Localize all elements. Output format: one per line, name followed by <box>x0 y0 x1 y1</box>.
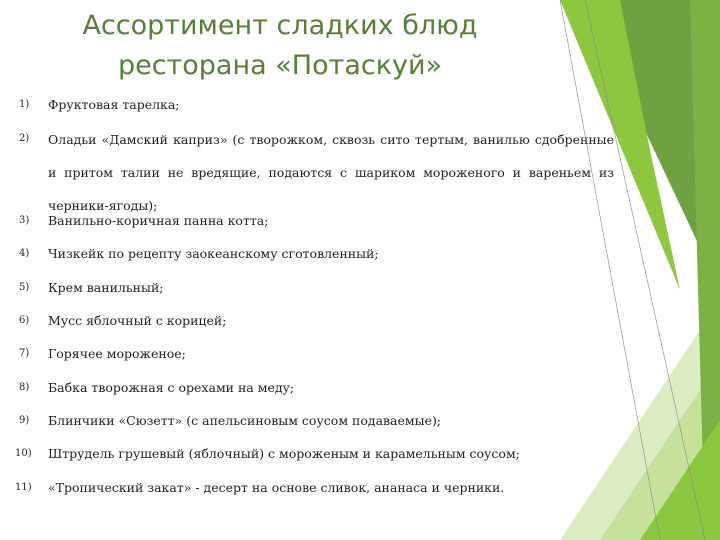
title-line-1: Ассортимент сладких блюд <box>82 10 478 41</box>
item-number: 1) <box>19 99 30 110</box>
item-number: 3) <box>19 215 30 226</box>
item-text: Штрудель грушевый (яблочный) с мороженым и карамельным соусом; <box>48 446 520 461</box>
item-text: Бабка творожная с орехами на меду; <box>48 380 295 395</box>
item-number: 7) <box>19 348 30 359</box>
item-number: 6) <box>19 315 30 326</box>
item-text: Ванильно-коричная панна котта; <box>48 213 269 228</box>
item-text: Оладьи «Дамский каприз» (с творожком, сквозь сито тертым, ванилью сдобренные и притом талии не вредящие, подаются с шариком мороженого и вареньем из черники-ягоды); <box>48 132 614 213</box>
item-number: 2) <box>19 133 30 144</box>
item-text: Горячее мороженое; <box>48 346 186 361</box>
item-number: 5) <box>19 282 30 293</box>
item-number: 4) <box>19 248 30 259</box>
item-text: «Тропический закат» - десерт на основе сливок, ананаса и черники. <box>48 480 505 495</box>
item-text: Чизкейк по рецепту заокеанскому сготовленный; <box>48 246 379 261</box>
item-number: 8) <box>19 382 30 393</box>
item-text: Блинчики «Сюзетт» (с апельсиновым соусом подаваемые); <box>48 413 442 428</box>
item-number: 11) <box>15 482 32 493</box>
title-line-2: ресторана «Потаскуй» <box>117 50 443 81</box>
item-number: 10) <box>15 448 32 459</box>
slide-title <box>30 6 530 86</box>
item-text: Мусс яблочный с корицей; <box>48 313 227 328</box>
item-text: Фруктовая тарелка; <box>48 97 180 112</box>
item-number: 9) <box>19 415 30 426</box>
item-text: Крем ванильный; <box>48 280 164 295</box>
